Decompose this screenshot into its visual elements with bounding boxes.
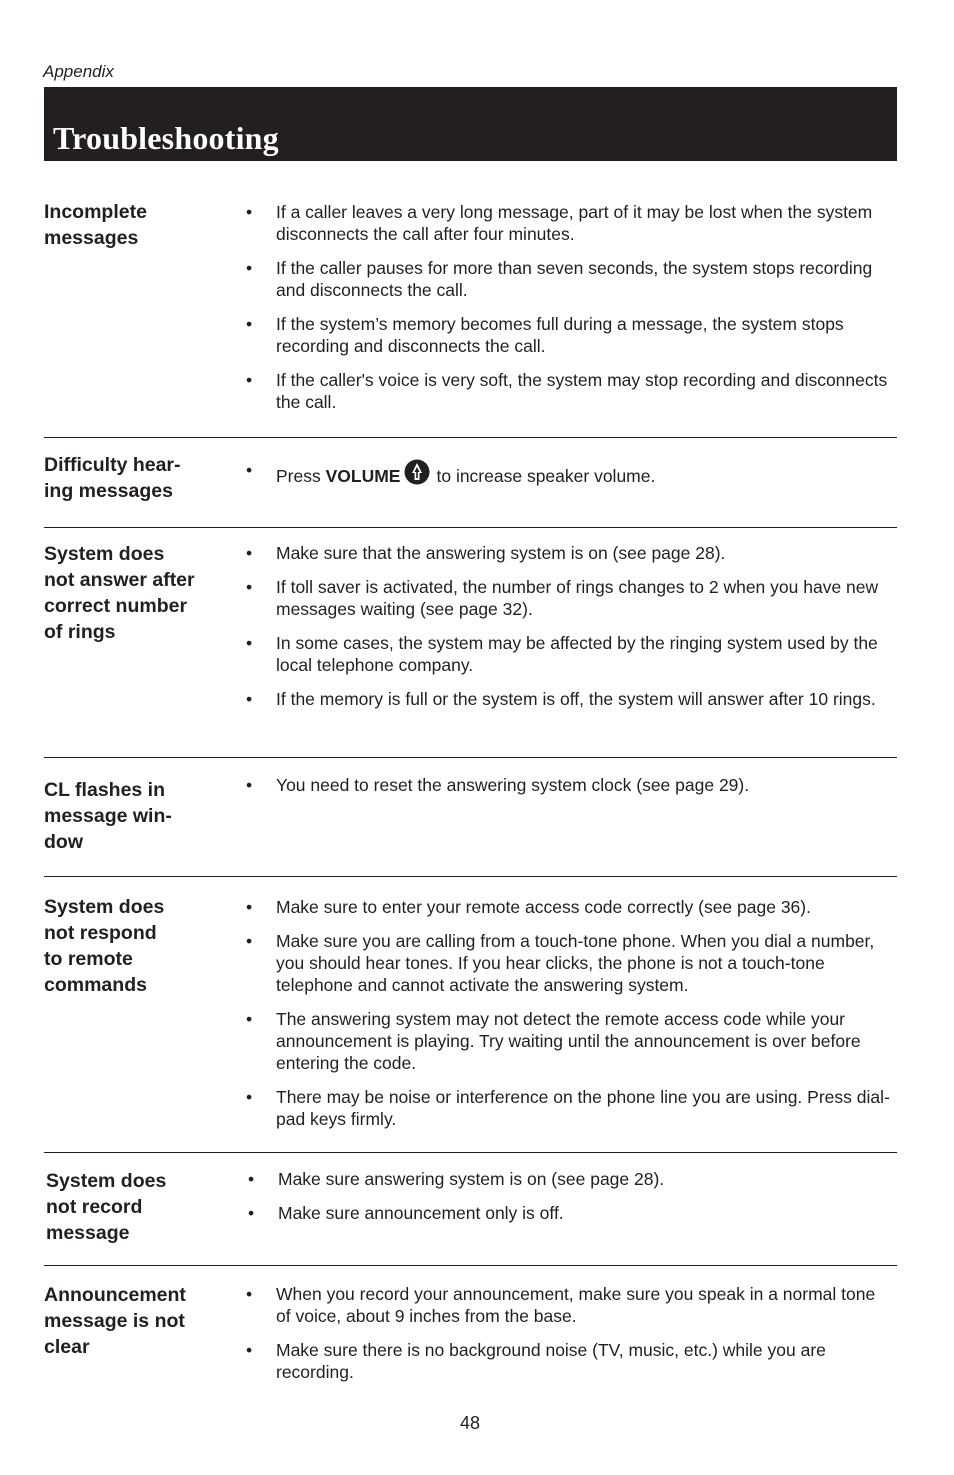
volume-key-label: VOLUME (325, 466, 401, 486)
solution-item: • If toll saver is activated, the number of rings changes to 2 when you have new messages waiting (see page 32). (246, 577, 879, 619)
row-divider (44, 757, 897, 758)
row-divider (44, 876, 897, 877)
solution-list (246, 774, 891, 808)
row-divider (44, 1152, 897, 1153)
solution-item: • If the caller's voice is very soft, the system may stop recording and disconnects the call. (246, 370, 888, 412)
problem-no-record: System does not record message (46, 1170, 167, 1244)
row-divider (44, 527, 897, 528)
page-title: Troubleshooting (53, 120, 279, 156)
solution-item: • If the system’s memory becomes full during a message, the system stops recording and disconnects the call. (246, 314, 844, 356)
problem-no-remote-response: System does not respond to remote commands (44, 896, 165, 996)
problem-incomplete-messages: Incomplete messages (44, 201, 147, 249)
solution-item: • If a caller leaves a very long message, part of it may be lost when the system disconnects the call after four minutes. (246, 202, 873, 244)
problem-no-answer: System does not answer after correct number of rings (44, 543, 195, 643)
solution-list (246, 201, 891, 425)
solution-item: • If the memory is full or the system is off, the system will answer after 10 rings. (246, 689, 876, 709)
solution-list (246, 542, 891, 722)
problem-announcement-unclear: Announcement message is not clear (44, 1284, 186, 1358)
solution-item: • Press VOLUME to increase speaker volume. (246, 459, 891, 490)
solution-item: • Make sure to enter your remote access code correctly (see page 36). (246, 897, 811, 917)
solution-item: • Make sure you are calling from a touch-tone phone. When you dial a number, you should hear tones. If you hear clicks, the phone is not a touch-tone telephone and cannot activate the answering system. (246, 931, 875, 995)
problem-cl-flashes: CL flashes in message win- dow (44, 779, 172, 853)
solution-item: • You need to reset the answering system clock (see page 29). (246, 775, 750, 795)
row-divider (44, 437, 897, 438)
solution-item: • When you record your announcement, make sure you speak in a normal tone of voice, about 9 inches from the base. (246, 1284, 876, 1326)
solution-item: • The answering system may not detect the remote access code while your announcement is playing. Try waiting until the announcement is over before entering the code. (246, 1009, 861, 1073)
page-number: 48 (459, 1413, 481, 1433)
solution-item: • There may be noise or interference on the phone line you are using. Press dial-pad keys firmly. (246, 1087, 890, 1129)
solution-item: • Make sure answering system is on (see page 28). (248, 1169, 665, 1189)
solution-list (246, 896, 891, 1142)
solution-list (248, 1168, 893, 1236)
volume-up-icon (404, 459, 430, 490)
solution-item: • Make sure announcement only is off. (248, 1203, 564, 1223)
solution-item: • Make sure there is no background noise (TV, music, etc.) while you are recording. (246, 1340, 826, 1382)
title-bar (44, 87, 897, 161)
section-label: Appendix (43, 62, 114, 81)
solution-list (246, 459, 891, 502)
row-divider (44, 1265, 897, 1266)
solution-list (246, 1283, 891, 1395)
solution-item: • If the caller pauses for more than seven seconds, the system stops recording and disconnects the call. (246, 258, 873, 300)
solution-item: • In some cases, the system may be affected by the ringing system used by the local telephone company. (246, 633, 878, 675)
problem-difficulty-hearing: Difficulty hear- ing messages (44, 454, 181, 502)
solution-item: • Make sure that the answering system is on (see page 28). (246, 543, 726, 563)
